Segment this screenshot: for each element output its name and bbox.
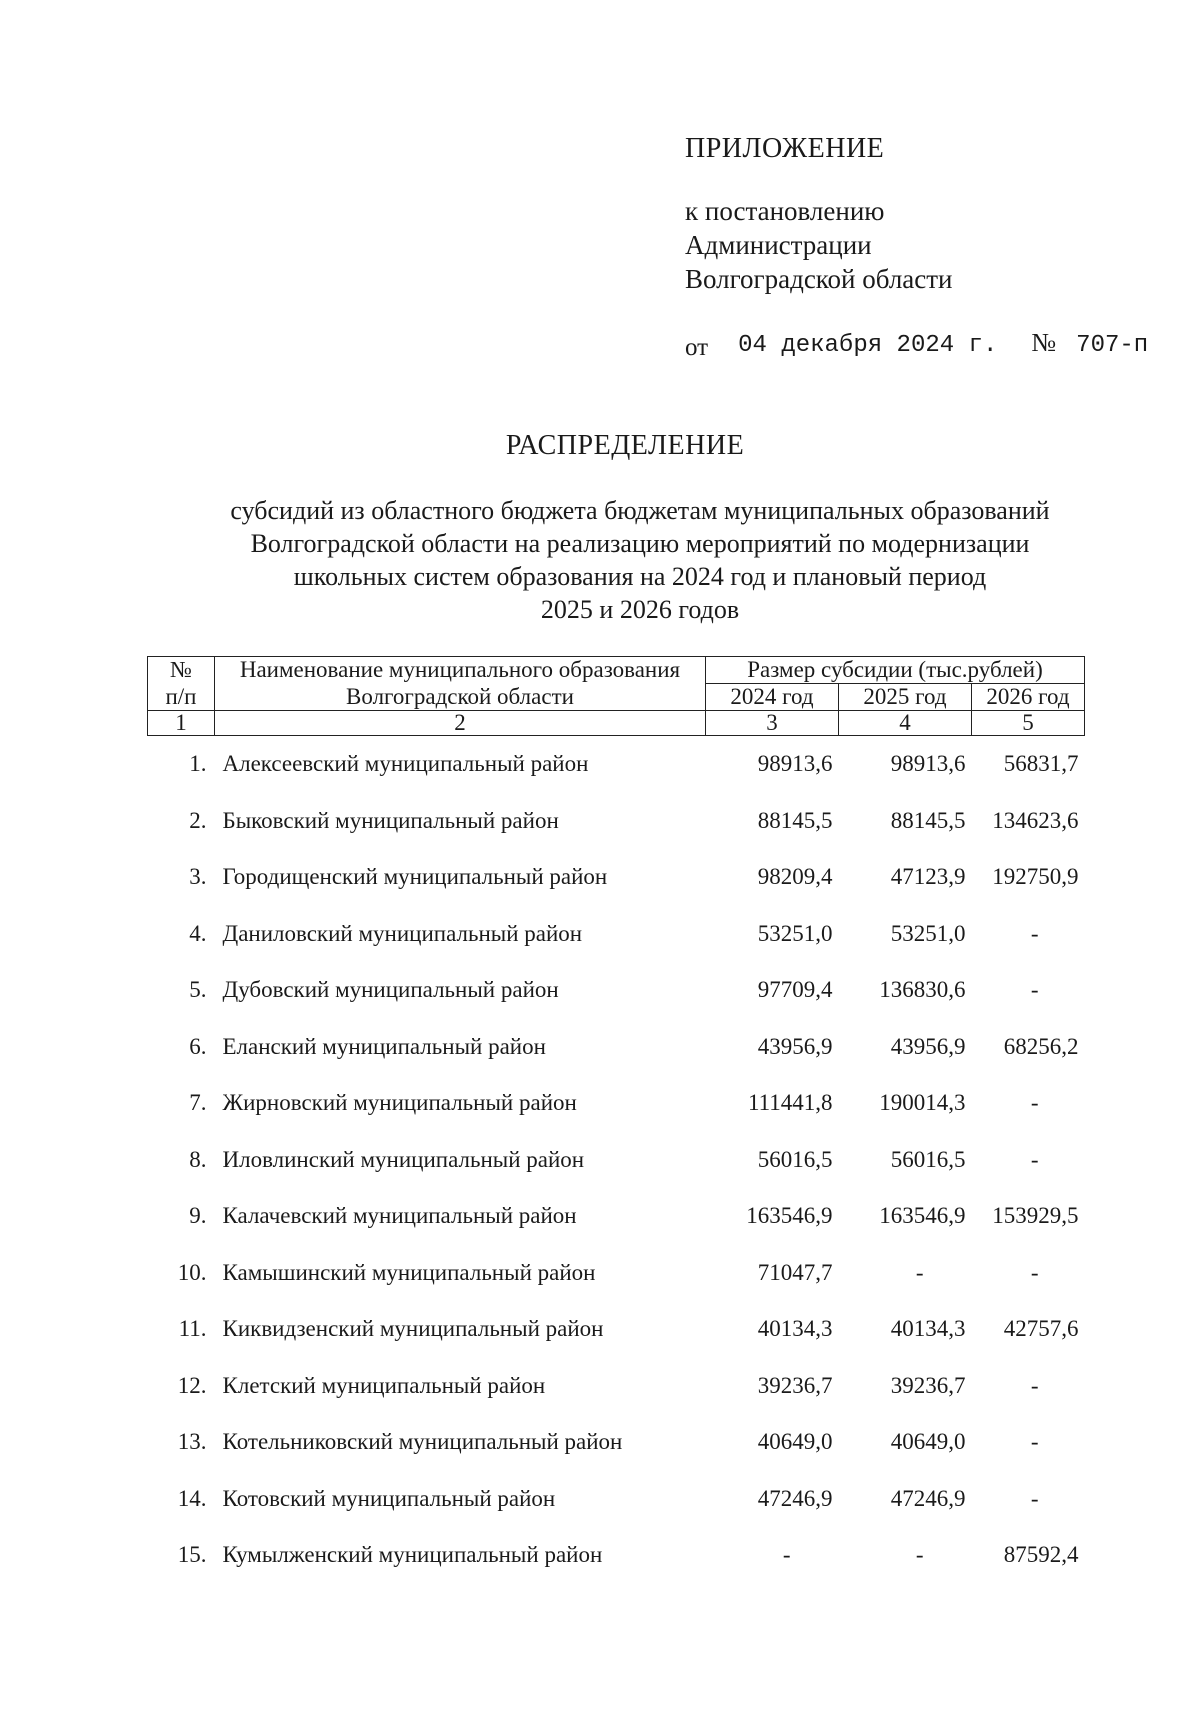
row-number: 13.	[177, 1429, 207, 1455]
table-row	[148, 1527, 1085, 1584]
row-value-2025: 47246,9	[890, 1485, 966, 1511]
table-row	[148, 1414, 1085, 1471]
row-value-2024: 97709,4	[757, 977, 833, 1003]
header-col-index: 2	[215, 711, 706, 736]
table-row	[148, 1075, 1085, 1132]
row-name: Жирновский муниципальный район	[222, 1090, 577, 1116]
row-value-2025: 163546,9	[879, 1203, 966, 1229]
row-name: Еланский муниципальный район	[222, 1033, 546, 1059]
row-number: 3.	[189, 864, 207, 890]
table-header-row	[148, 711, 1085, 736]
row-value-2024: -	[782, 1542, 791, 1568]
row-name: Дубовский муниципальный район	[222, 977, 559, 1003]
table-row	[148, 1188, 1085, 1245]
row-number: 6.	[189, 1033, 207, 1059]
row-number: 15.	[177, 1542, 207, 1568]
number-label: №	[1031, 328, 1057, 357]
row-value-2026: 153929,5	[992, 1203, 1079, 1229]
row-value-2026: 42757,6	[1003, 1316, 1079, 1342]
row-value-2024: 71047,7	[757, 1259, 833, 1285]
row-name: Клетский муниципальный район	[222, 1372, 546, 1398]
header-name-top: Наименование муниципального образования	[215, 657, 706, 684]
row-number: 7.	[189, 1090, 207, 1116]
document-subtitle	[150, 494, 1130, 626]
row-value-2024: 98913,6	[757, 751, 833, 777]
table-row	[148, 962, 1085, 1019]
subtitle-line-2: Волгоградской области на реализацию мероприятий по модернизации	[250, 529, 1030, 558]
row-value-2026: -	[1030, 977, 1039, 1003]
row-value-2025: -	[915, 1542, 924, 1568]
row-value-2026: -	[1030, 1090, 1039, 1116]
row-value-2025: 43956,9	[890, 1033, 966, 1059]
header-year-2026: 2026 год	[972, 684, 1085, 711]
row-value-2024: 56016,5	[757, 1146, 833, 1172]
table-row	[148, 1301, 1085, 1358]
row-name: Даниловский муниципальный район	[222, 920, 583, 946]
row-name: Камышинский муниципальный район	[222, 1259, 596, 1285]
row-value-2026: -	[1030, 1372, 1039, 1398]
subtitle-line-4: 2025 и 2026 годов	[540, 595, 740, 624]
row-number: 2.	[189, 807, 207, 833]
header-year-2025: 2025 год	[839, 684, 972, 711]
row-value-2025: 40649,0	[890, 1429, 966, 1455]
row-value-2024: 111441,8	[747, 1090, 833, 1116]
row-name: Киквидзенский муниципальный район	[222, 1316, 604, 1342]
row-value-2024: 40134,3	[757, 1316, 833, 1342]
row-value-2026: 56831,7	[1003, 751, 1079, 777]
row-value-2025: 40134,3	[890, 1316, 966, 1342]
row-value-2026: 192750,9	[992, 864, 1079, 890]
row-value-2024: 53251,0	[757, 920, 833, 946]
row-value-2025: 39236,7	[890, 1372, 966, 1398]
row-value-2024: 47246,9	[757, 1485, 833, 1511]
row-number: 10.	[177, 1259, 207, 1285]
appendix-line-1: к постановлению	[685, 196, 885, 226]
row-name: Кумылженский муниципальный район	[222, 1542, 603, 1568]
row-number: 8.	[189, 1146, 207, 1172]
from-label: от	[685, 334, 709, 361]
row-value-2024: 163546,9	[746, 1203, 833, 1229]
row-name: Быковский муниципальный район	[222, 807, 559, 833]
row-value-2025: 56016,5	[890, 1146, 966, 1172]
row-value-2026: -	[1030, 920, 1039, 946]
header-num-top: №	[148, 657, 215, 684]
row-number: 14.	[177, 1485, 207, 1511]
row-value-2026: -	[1030, 1485, 1039, 1511]
row-value-2026: 87592,4	[1003, 1542, 1079, 1568]
row-value-2025: 136830,6	[879, 977, 966, 1003]
table-header-row	[148, 657, 1085, 684]
row-value-2026: -	[1030, 1259, 1039, 1285]
row-value-2025: 88145,5	[890, 807, 966, 833]
header-year-2024: 2024 год	[706, 684, 839, 711]
row-name: Алексеевский муниципальный район	[222, 751, 589, 777]
table-body	[148, 736, 1085, 1584]
row-value-2026: -	[1030, 1146, 1039, 1172]
table-row	[148, 1019, 1085, 1076]
row-value-2024: 98209,4	[757, 864, 833, 890]
row-number: 1.	[189, 751, 207, 777]
appendix-block	[685, 132, 953, 296]
header-col-index: 5	[972, 711, 1085, 736]
row-number: 4.	[189, 920, 207, 946]
row-value-2025: 98913,6	[890, 751, 966, 777]
row-value-2025: 47123,9	[890, 864, 966, 890]
row-number: 12.	[177, 1372, 207, 1398]
header-subsidy: Размер субсидии (тыс.рублей)	[706, 657, 1085, 684]
table-row	[148, 793, 1085, 850]
table-row	[148, 849, 1085, 906]
header-name-bottom: Волгоградской области	[215, 684, 706, 711]
row-number: 11.	[178, 1316, 207, 1342]
header-col-index: 1	[148, 711, 215, 736]
subtitle-line-1: субсидий из областного бюджета бюджетам муниципальных образований	[230, 496, 1050, 525]
table-row	[148, 1132, 1085, 1189]
header-num-bottom: п/п	[148, 684, 215, 711]
appendix-line-3: Волгоградской области	[685, 264, 953, 294]
row-value-2026: 68256,2	[1003, 1033, 1079, 1059]
row-value-2026: 134623,6	[992, 807, 1079, 833]
row-value-2024: 43956,9	[757, 1033, 833, 1059]
subtitle-line-3: школьных систем образования на 2024 год и плановый период	[293, 562, 987, 591]
row-name: Калачевский муниципальный район	[222, 1203, 577, 1229]
row-value-2025: -	[915, 1259, 924, 1285]
row-name: Городищенский муниципальный район	[222, 864, 608, 890]
appendix-line-2: Администрации	[685, 230, 872, 260]
row-value-2024: 40649,0	[757, 1429, 833, 1455]
document-date: 04 декабря 2024 г.	[738, 332, 998, 359]
document-heading: РАСПРЕДЕЛЕНИЕ	[505, 430, 745, 461]
row-number: 9.	[189, 1203, 207, 1229]
header-col-index: 4	[839, 711, 972, 736]
header-col-index: 3	[706, 711, 839, 736]
table-row	[148, 1358, 1085, 1415]
table-header-row	[148, 684, 1085, 711]
subsidy-table	[147, 656, 1085, 1584]
row-name: Котельниковский муниципальный район	[222, 1429, 623, 1455]
table-row	[148, 1245, 1085, 1302]
row-name: Иловлинский муниципальный район	[222, 1146, 585, 1172]
row-value-2025: 53251,0	[890, 920, 966, 946]
row-value-2025: 190014,3	[879, 1090, 966, 1116]
row-name: Котовский муниципальный район	[222, 1485, 556, 1511]
table-row	[148, 1471, 1085, 1528]
row-value-2024: 88145,5	[757, 807, 833, 833]
row-value-2024: 39236,7	[757, 1372, 833, 1398]
table-row	[148, 736, 1085, 793]
table-row	[148, 906, 1085, 963]
document-reference	[685, 328, 1148, 362]
appendix-title: ПРИЛОЖЕНИЕ	[685, 133, 885, 164]
document-number: 707-п	[1076, 332, 1149, 359]
row-value-2026: -	[1030, 1429, 1039, 1455]
row-number: 5.	[189, 977, 207, 1003]
